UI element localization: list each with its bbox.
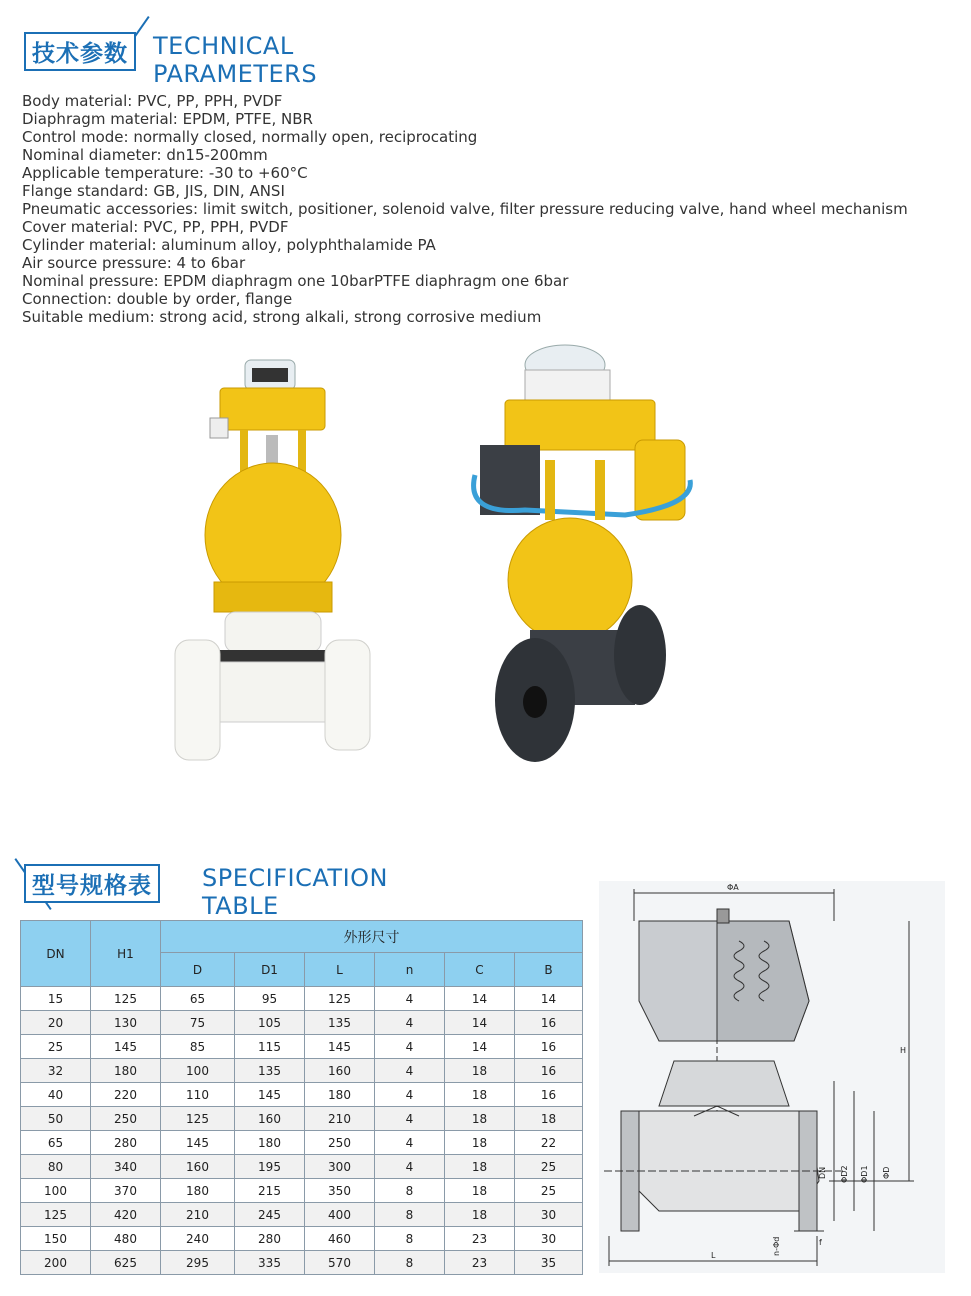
table-cell: 150 bbox=[21, 1227, 91, 1251]
table-cell: 4 bbox=[375, 1011, 445, 1035]
param-item: Body material: PVC, PP, PPH, PVDF bbox=[22, 92, 283, 110]
table-cell: 250 bbox=[91, 1107, 161, 1131]
col-header-dn: DN bbox=[21, 921, 91, 987]
param-item: Applicable temperature: -30 to +60°C bbox=[22, 164, 308, 182]
table-cell: 180 bbox=[161, 1179, 235, 1203]
table-cell: 160 bbox=[305, 1059, 375, 1083]
table-cell: 570 bbox=[305, 1251, 375, 1275]
spec-title-en: SPECIFICATION TABLE bbox=[202, 864, 388, 920]
parameter-list bbox=[22, 92, 908, 326]
col-header-b: B bbox=[515, 953, 583, 987]
table-cell: 14 bbox=[445, 1011, 515, 1035]
table-cell: 4 bbox=[375, 1083, 445, 1107]
table-cell: 15 bbox=[21, 987, 91, 1011]
table-cell: 8 bbox=[375, 1227, 445, 1251]
table-cell: 18 bbox=[445, 1179, 515, 1203]
table-cell: 100 bbox=[21, 1179, 91, 1203]
drawing-label-h: H bbox=[900, 1046, 907, 1055]
technical-title-cn: 技术参数 bbox=[24, 32, 136, 71]
table-cell: 16 bbox=[515, 1011, 583, 1035]
table-cell: 8 bbox=[375, 1251, 445, 1275]
valve-photo-white bbox=[170, 350, 380, 770]
table-cell: 80 bbox=[21, 1155, 91, 1179]
table-cell: 350 bbox=[305, 1179, 375, 1203]
table-cell: 16 bbox=[515, 1059, 583, 1083]
table-cell: 300 bbox=[305, 1155, 375, 1179]
table-cell: 4 bbox=[375, 987, 445, 1011]
table-cell: 110 bbox=[161, 1083, 235, 1107]
drawing-label-l: L bbox=[711, 1251, 716, 1260]
table-cell: 40 bbox=[21, 1083, 91, 1107]
param-item: Nominal diameter: dn15-200mm bbox=[22, 146, 268, 164]
table-cell: 20 bbox=[21, 1011, 91, 1035]
table-cell: 4 bbox=[375, 1107, 445, 1131]
param-item: Cylinder material: aluminum alloy, polyphthalamide PA bbox=[22, 236, 436, 254]
table-cell: 18 bbox=[445, 1203, 515, 1227]
table-cell: 4 bbox=[375, 1155, 445, 1179]
table-row bbox=[21, 1179, 583, 1203]
table-row bbox=[21, 1131, 583, 1155]
table-cell: 245 bbox=[235, 1203, 305, 1227]
valve-photo-dark bbox=[465, 340, 705, 770]
table-cell: 240 bbox=[161, 1227, 235, 1251]
table-cell: 14 bbox=[445, 1035, 515, 1059]
table-cell: 4 bbox=[375, 1131, 445, 1155]
table-cell: 125 bbox=[21, 1203, 91, 1227]
table-cell: 14 bbox=[515, 987, 583, 1011]
table-cell: 180 bbox=[305, 1083, 375, 1107]
table-cell: 295 bbox=[161, 1251, 235, 1275]
col-header-d1: D1 bbox=[235, 953, 305, 987]
table-cell: 125 bbox=[305, 987, 375, 1011]
table-cell: 180 bbox=[91, 1059, 161, 1083]
table-cell: 23 bbox=[445, 1251, 515, 1275]
table-cell: 75 bbox=[161, 1011, 235, 1035]
table-cell: 280 bbox=[235, 1227, 305, 1251]
table-cell: 18 bbox=[515, 1107, 583, 1131]
table-row bbox=[21, 1203, 583, 1227]
col-group-header: 外形尺寸 bbox=[161, 921, 583, 953]
table-cell: 130 bbox=[91, 1011, 161, 1035]
table-cell: 4 bbox=[375, 1035, 445, 1059]
col-header-c: C bbox=[445, 953, 515, 987]
spec-header bbox=[20, 850, 460, 920]
table-cell: 335 bbox=[235, 1251, 305, 1275]
table-cell: 18 bbox=[445, 1155, 515, 1179]
drawing-label-a: ΦA bbox=[727, 883, 739, 892]
table-row bbox=[21, 1107, 583, 1131]
table-row bbox=[21, 1011, 583, 1035]
table-cell: 105 bbox=[235, 1011, 305, 1035]
table-cell: 32 bbox=[21, 1059, 91, 1083]
table-cell: 480 bbox=[91, 1227, 161, 1251]
table-cell: 125 bbox=[91, 987, 161, 1011]
table-row bbox=[21, 1035, 583, 1059]
table-cell: 280 bbox=[91, 1131, 161, 1155]
table-cell: 625 bbox=[91, 1251, 161, 1275]
drawing-label-d: ΦD bbox=[882, 1166, 891, 1179]
spec-title-cn: 型号规格表 bbox=[24, 864, 160, 903]
table-row bbox=[21, 1155, 583, 1179]
table-cell: 18 bbox=[445, 1131, 515, 1155]
table-cell: 145 bbox=[91, 1035, 161, 1059]
valve-cross-section-drawing bbox=[599, 881, 945, 1273]
table-cell: 4 bbox=[375, 1059, 445, 1083]
table-cell: 30 bbox=[515, 1227, 583, 1251]
table-cell: 115 bbox=[235, 1035, 305, 1059]
table-cell: 100 bbox=[161, 1059, 235, 1083]
table-cell: 145 bbox=[235, 1083, 305, 1107]
table-cell: 160 bbox=[161, 1155, 235, 1179]
drawing-label-f: f bbox=[819, 1238, 822, 1247]
table-cell: 18 bbox=[445, 1059, 515, 1083]
col-header-l: L bbox=[305, 953, 375, 987]
technical-title-en: TECHNICAL PARAMETERS bbox=[153, 32, 318, 88]
table-cell: 50 bbox=[21, 1107, 91, 1131]
table-row bbox=[21, 987, 583, 1011]
param-item: Pneumatic accessories: limit switch, positioner, solenoid valve, filter pressure reducing valve, hand wheel mechanism bbox=[22, 200, 908, 218]
param-item: Diaphragm material: EPDM, PTFE, NBR bbox=[22, 110, 313, 128]
table-cell: 370 bbox=[91, 1179, 161, 1203]
table-cell: 210 bbox=[161, 1203, 235, 1227]
table-cell: 14 bbox=[445, 987, 515, 1011]
table-row bbox=[21, 1083, 583, 1107]
table-cell: 16 bbox=[515, 1083, 583, 1107]
col-header-d: D bbox=[161, 953, 235, 987]
table-cell: 135 bbox=[305, 1011, 375, 1035]
table-cell: 8 bbox=[375, 1179, 445, 1203]
table-cell: 18 bbox=[445, 1083, 515, 1107]
table-cell: 200 bbox=[21, 1251, 91, 1275]
table-cell: 18 bbox=[445, 1107, 515, 1131]
table-row bbox=[21, 1059, 583, 1083]
drawing-label-bolts: n-Φd bbox=[772, 1236, 781, 1256]
param-item: Connection: double by order, flange bbox=[22, 290, 293, 308]
table-cell: 145 bbox=[161, 1131, 235, 1155]
col-header-h1: H1 bbox=[91, 921, 161, 987]
table-cell: 8 bbox=[375, 1203, 445, 1227]
table-cell: 220 bbox=[91, 1083, 161, 1107]
table-cell: 160 bbox=[235, 1107, 305, 1131]
table-cell: 22 bbox=[515, 1131, 583, 1155]
table-cell: 195 bbox=[235, 1155, 305, 1179]
param-item: Control mode: normally closed, normally open, reciprocating bbox=[22, 128, 478, 146]
table-cell: 125 bbox=[161, 1107, 235, 1131]
table-cell: 460 bbox=[305, 1227, 375, 1251]
technical-header bbox=[20, 18, 460, 88]
param-item: Flange standard: GB, JIS, DIN, ANSI bbox=[22, 182, 285, 200]
spec-table bbox=[20, 920, 583, 1275]
table-cell: 145 bbox=[305, 1035, 375, 1059]
table-cell: 23 bbox=[445, 1227, 515, 1251]
drawing-label-d1: ΦD1 bbox=[860, 1165, 869, 1183]
table-cell: 210 bbox=[305, 1107, 375, 1131]
col-header-n: n bbox=[375, 953, 445, 987]
table-cell: 65 bbox=[161, 987, 235, 1011]
table-row bbox=[21, 1227, 583, 1251]
table-cell: 340 bbox=[91, 1155, 161, 1179]
table-cell: 85 bbox=[161, 1035, 235, 1059]
table-cell: 30 bbox=[515, 1203, 583, 1227]
table-cell: 25 bbox=[515, 1155, 583, 1179]
table-cell: 400 bbox=[305, 1203, 375, 1227]
table-cell: 35 bbox=[515, 1251, 583, 1275]
param-item: Cover material: PVC, PP, PPH, PVDF bbox=[22, 218, 289, 236]
param-item: Suitable medium: strong acid, strong alkali, strong corrosive medium bbox=[22, 308, 542, 326]
param-item: Nominal pressure: EPDM diaphragm one 10barPTFE diaphragm one 6bar bbox=[22, 272, 569, 290]
table-cell: 180 bbox=[235, 1131, 305, 1155]
table-cell: 25 bbox=[515, 1179, 583, 1203]
table-cell: 95 bbox=[235, 987, 305, 1011]
drawing-label-d2: ΦD2 bbox=[840, 1165, 849, 1183]
table-cell: 16 bbox=[515, 1035, 583, 1059]
table-cell: 215 bbox=[235, 1179, 305, 1203]
table-cell: 420 bbox=[91, 1203, 161, 1227]
table-row bbox=[21, 1251, 583, 1275]
param-item: Air source pressure: 4 to 6bar bbox=[22, 254, 246, 272]
table-cell: 25 bbox=[21, 1035, 91, 1059]
drawing-label-dn: DN bbox=[818, 1166, 827, 1179]
table-cell: 250 bbox=[305, 1131, 375, 1155]
table-cell: 65 bbox=[21, 1131, 91, 1155]
table-cell: 135 bbox=[235, 1059, 305, 1083]
